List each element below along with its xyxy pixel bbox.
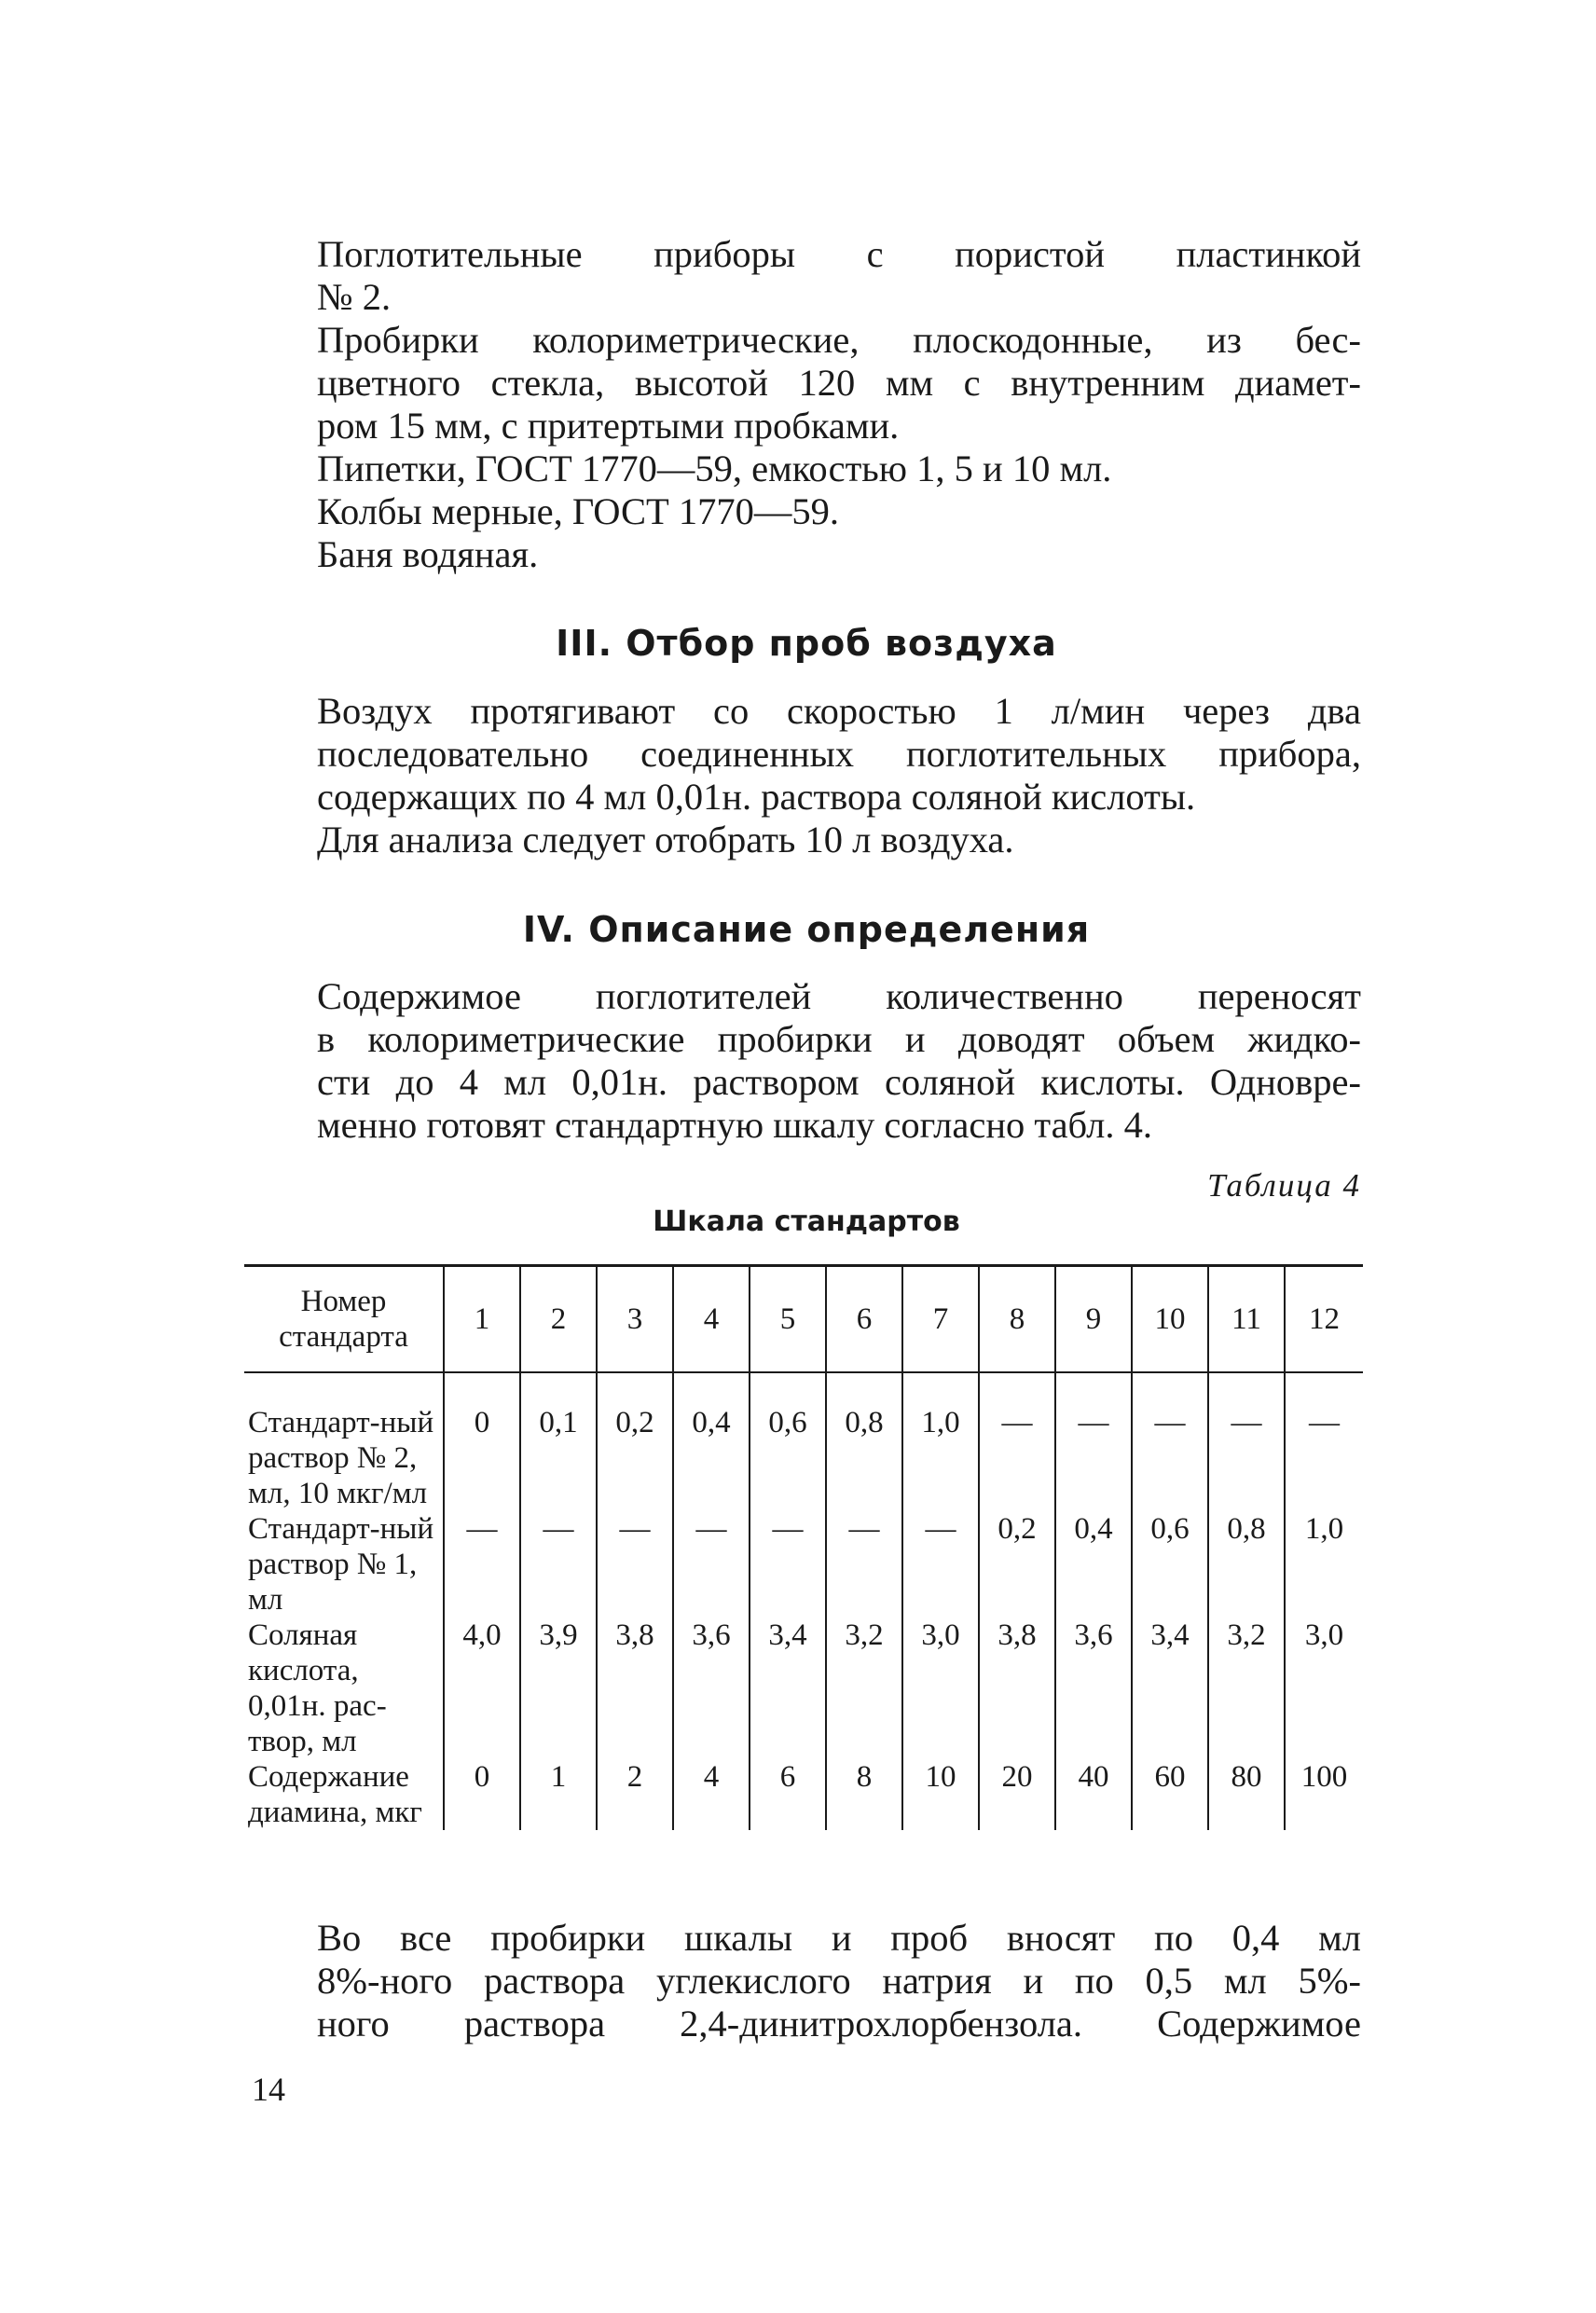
- table-cell: —: [902, 1511, 979, 1618]
- table-cell: —: [520, 1511, 597, 1618]
- table-cell: —: [1055, 1372, 1132, 1511]
- text-line: Поглотительные приборы с пористой пластинкой: [317, 233, 1361, 275]
- text-line: менно готовят стандартную шкалу согласно табл. 4.: [317, 1104, 1152, 1146]
- table-cell: 0,2: [597, 1372, 673, 1511]
- table-cell: —: [673, 1511, 750, 1618]
- table-cell: —: [597, 1511, 673, 1618]
- table-cell: 100: [1285, 1759, 1363, 1830]
- table-cell: 3,8: [597, 1618, 673, 1759]
- table-row: [244, 1618, 1363, 1759]
- table-cell: —: [1208, 1372, 1285, 1511]
- table-cell: 0: [444, 1372, 520, 1511]
- paragraph-reagents: [252, 1917, 1361, 2045]
- table-cell: —: [750, 1511, 826, 1618]
- text-line: Воздух протягивают со скоростью 1 л/мин через два: [317, 690, 1361, 732]
- section-heading-sampling: III. Отбор проб воздуха: [556, 623, 1057, 664]
- table-cell: 0,8: [1208, 1511, 1285, 1618]
- header-col: 7: [902, 1266, 979, 1373]
- text-line: в колориметрические пробирки и доводят объем жидко-: [317, 1018, 1361, 1060]
- text-line: Содержимое поглотителей количественно переносят: [317, 975, 1361, 1017]
- table-cell: 60: [1132, 1759, 1208, 1830]
- table-cell: 3,6: [673, 1618, 750, 1759]
- table-cell: 8: [826, 1759, 902, 1830]
- row-label: Соляная кислота, 0,01н. рас-твор, мл: [248, 1618, 387, 1758]
- table-title: Шкала стандартов: [653, 1205, 960, 1238]
- table-cell: 3,0: [902, 1618, 979, 1759]
- text-line: Во все пробирки шкалы и проб вносят по 0,4 мл: [317, 1917, 1361, 1959]
- header-col: 8: [979, 1266, 1055, 1373]
- header-col: 9: [1055, 1266, 1132, 1373]
- text-line: Колбы мерные, ГОСТ 1770—59.: [317, 490, 839, 532]
- table-cell: —: [979, 1372, 1055, 1511]
- table-cell: 0,2: [979, 1511, 1055, 1618]
- table-cell: 3,2: [826, 1618, 902, 1759]
- paragraph-pipettes: [252, 447, 1361, 490]
- text-line: содержащих по 4 мл 0,01н. раствора соляной кислоты.: [317, 776, 1196, 818]
- table-cell: 0,4: [673, 1372, 750, 1511]
- table-cell: 1: [520, 1759, 597, 1830]
- header-col: 10: [1132, 1266, 1208, 1373]
- header-col: 3: [597, 1266, 673, 1373]
- header-col: 1: [444, 1266, 520, 1373]
- table-cell: 0: [444, 1759, 520, 1830]
- table-cell: —: [444, 1511, 520, 1618]
- table-cell: —: [1285, 1372, 1363, 1511]
- table-cell: 0,8: [826, 1372, 902, 1511]
- text-line: 8%-ного раствора углекислого натрия и по 0,5 мл 5%-: [317, 1960, 1361, 2002]
- header-col: 12: [1285, 1266, 1363, 1373]
- text-line: Для анализа следует отобрать 10 л воздуха.: [317, 819, 1014, 860]
- table-cell: 1,0: [1285, 1511, 1363, 1618]
- header-col: 2: [520, 1266, 597, 1373]
- table-cell: 4,0: [444, 1618, 520, 1759]
- table-cell: —: [826, 1511, 902, 1618]
- table-cell: 10: [902, 1759, 979, 1830]
- table-cell: 40: [1055, 1759, 1132, 1830]
- header-col: 11: [1208, 1266, 1285, 1373]
- table-cell: —: [1132, 1372, 1208, 1511]
- text-line: последовательно соединенных поглотительных прибора,: [317, 733, 1361, 775]
- paragraph-flasks: [252, 490, 1361, 533]
- text-line: ного раствора 2,4-динитрохлорбензола. Содержимое: [317, 2003, 1361, 2045]
- paragraph-tubes: [252, 319, 1361, 447]
- table-label: Таблица 4: [1207, 1167, 1361, 1204]
- paragraph-absorbers: [252, 233, 1361, 319]
- header-col: 5: [750, 1266, 826, 1373]
- row-label: Стандарт-ный раствор № 2, мл, 10 мкг/мл: [248, 1406, 434, 1510]
- paragraph-air-sampling: [252, 690, 1361, 819]
- table-header-row: [244, 1266, 1363, 1373]
- text-line: Пипетки, ГОСТ 1770—59, емкостью 1, 5 и 10 мл.: [317, 447, 1112, 489]
- header-col: 4: [673, 1266, 750, 1373]
- table-cell: 0,1: [520, 1372, 597, 1511]
- header-col: 6: [826, 1266, 902, 1373]
- paragraph-bath: [252, 533, 1361, 576]
- table-cell: 1,0: [902, 1372, 979, 1511]
- paragraph-method: [252, 975, 1361, 1147]
- table-cell: 3,6: [1055, 1618, 1132, 1759]
- table-cell: 3,4: [750, 1618, 826, 1759]
- text-line: Пробирки колориметрические, плоскодонные, из бес-: [317, 319, 1361, 361]
- table-cell: 4: [673, 1759, 750, 1830]
- paragraph-air-volume: [252, 819, 1361, 861]
- table-cell: 3,8: [979, 1618, 1055, 1759]
- table-cell: 0,6: [750, 1372, 826, 1511]
- section-heading-method: IV. Описание определения: [522, 909, 1091, 950]
- table-cell: 2: [597, 1759, 673, 1830]
- table-cell: 0,4: [1055, 1511, 1132, 1618]
- standards-table: [244, 1264, 1363, 1830]
- row-label: Содержание диамина, мкг: [248, 1760, 422, 1829]
- table-cell: 6: [750, 1759, 826, 1830]
- table-row: [244, 1759, 1363, 1830]
- table-row: [244, 1372, 1363, 1511]
- text-line: цветного стекла, высотой 120 мм с внутренним диамет-: [317, 362, 1361, 404]
- table-cell: 0,6: [1132, 1511, 1208, 1618]
- table-cell: 80: [1208, 1759, 1285, 1830]
- header-standard-number: Номер стандарта: [279, 1285, 408, 1354]
- table-cell: 3,4: [1132, 1618, 1208, 1759]
- table-cell: 3,0: [1285, 1618, 1363, 1759]
- page-number: 14: [252, 2071, 285, 2108]
- text-line: ром 15 мм, с притертыми пробками.: [317, 405, 900, 447]
- text-line: Баня водяная.: [317, 533, 539, 575]
- text-line: № 2.: [317, 276, 392, 318]
- text-line: сти до 4 мл 0,01н. раствором соляной кислоты. Одновре-: [317, 1061, 1361, 1103]
- table-row: [244, 1511, 1363, 1618]
- table-cell: 3,9: [520, 1618, 597, 1759]
- table-cell: 3,2: [1208, 1618, 1285, 1759]
- row-label: Стандарт-ный раствор № 1, мл: [248, 1512, 434, 1617]
- table-cell: 20: [979, 1759, 1055, 1830]
